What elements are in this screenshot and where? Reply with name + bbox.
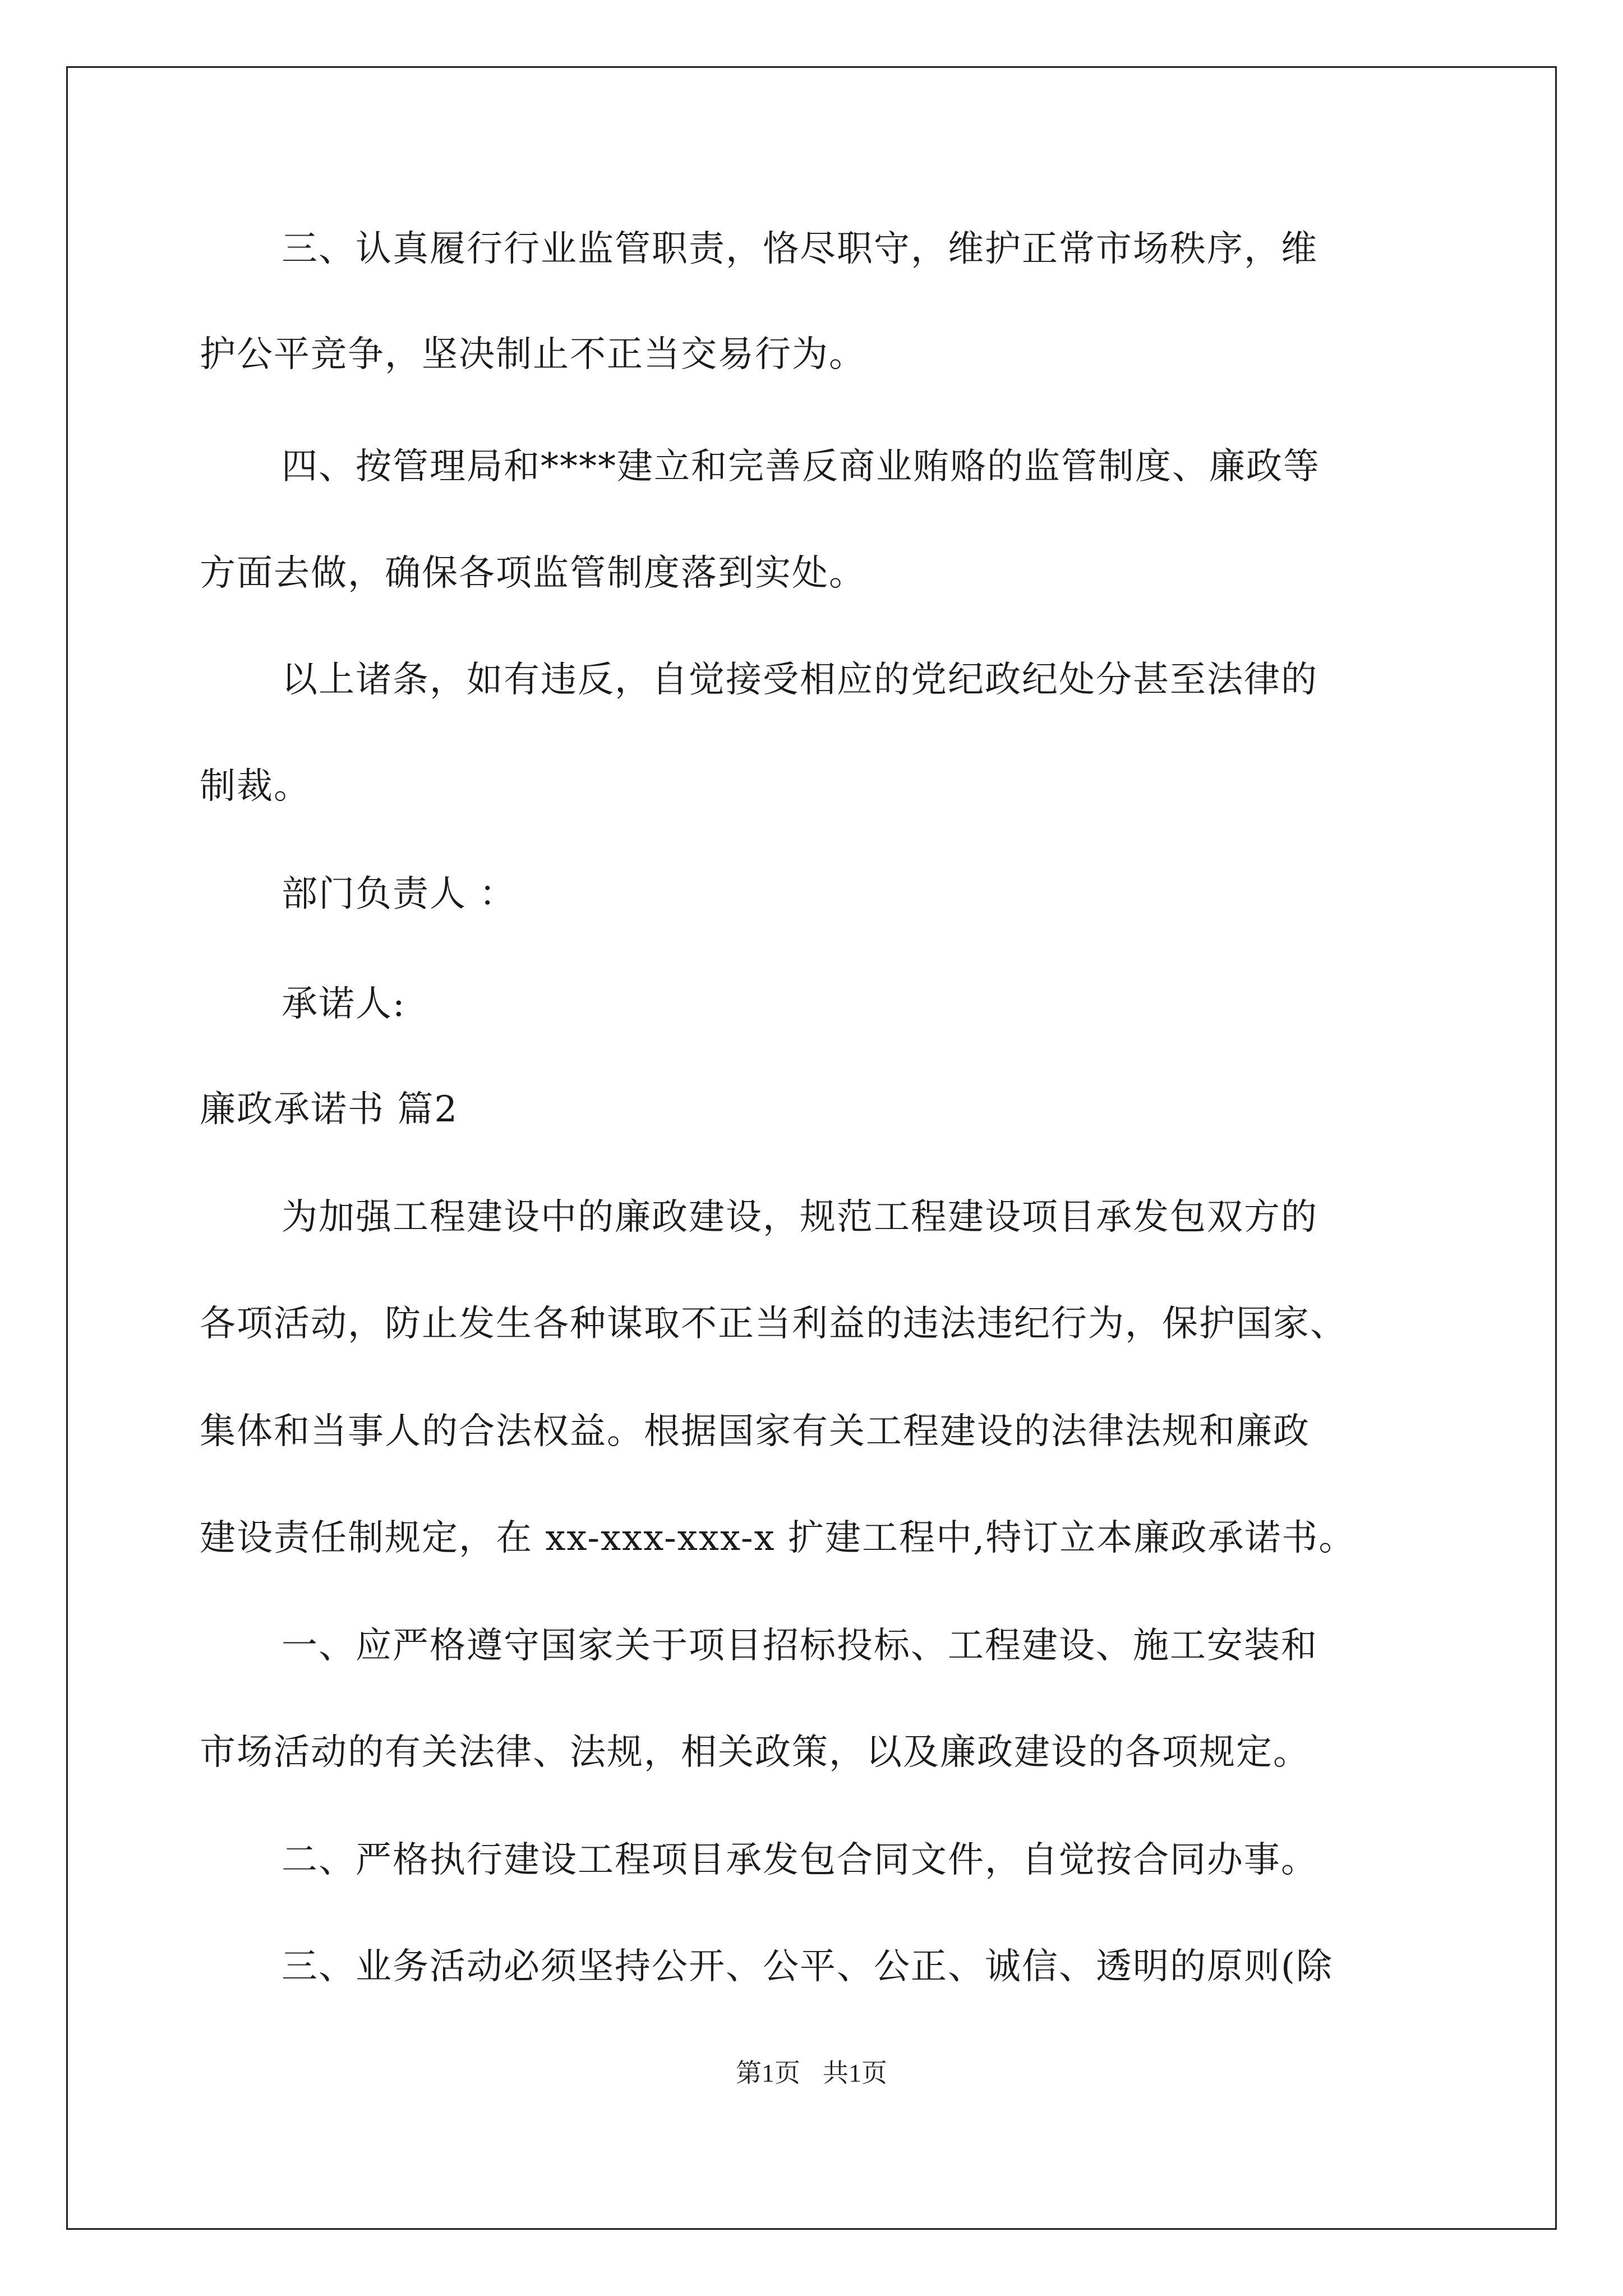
- paragraph-line: 二、严格执行建设工程项目承发包合同文件，自觉按合同办事。: [282, 1839, 1318, 1881]
- paragraph-line: 为加强工程建设中的廉政建设，规范工程建设项目承发包双方的: [282, 1197, 1318, 1238]
- paragraph-line: 一、应严格遵守国家关于项目招标投标、工程建设、施工安装和: [282, 1625, 1318, 1667]
- paragraph-line: 建设责任制规定，在 xx-xxx-xxx-x 扩建工程中,特订立本廉政承诺书。: [200, 1517, 1356, 1559]
- paragraph-line: 各项活动，防止发生各种谋取不正当利益的违法违纪行为，保护国家、: [200, 1303, 1347, 1345]
- signature-line-department-head: 部门负责人 ：: [282, 873, 517, 915]
- paragraph-line: 三、业务活动必须坚持公开、公平、公正、诚信、透明的原则(除: [282, 1946, 1333, 1987]
- paragraph-line: 护公平竞争，坚决制止不正当交易行为。: [200, 334, 866, 375]
- signature-line-promisor: 承诺人:: [282, 983, 406, 1025]
- page-number: 第1页: [736, 2059, 800, 2087]
- section-heading: 廉政承诺书 篇2: [200, 1089, 459, 1130]
- paragraph-line: 制裁。: [200, 766, 311, 807]
- page-total: 共1页: [823, 2059, 887, 2087]
- paragraph-line: 三、认真履行行业监管职责，恪尽职守，维护正常市场秩序，维: [282, 228, 1318, 270]
- paragraph-line: 方面去做，确保各项监管制度落到实处。: [200, 553, 866, 594]
- paragraph-line: 以上诸条，如有违反，自觉接受相应的党纪政纪处分甚至法律的: [282, 659, 1318, 701]
- paragraph-line: 集体和当事人的合法权益。根据国家有关工程建设的法律法规和廉政: [200, 1411, 1310, 1452]
- paragraph-line: 市场活动的有关法律、法规，相关政策，以及廉政建设的各项规定。: [200, 1732, 1310, 1773]
- paragraph-line: 四、按管理局和****建立和完善反商业贿赂的监管制度、廉政等: [282, 446, 1320, 487]
- page-footer: [0, 2060, 1623, 2086]
